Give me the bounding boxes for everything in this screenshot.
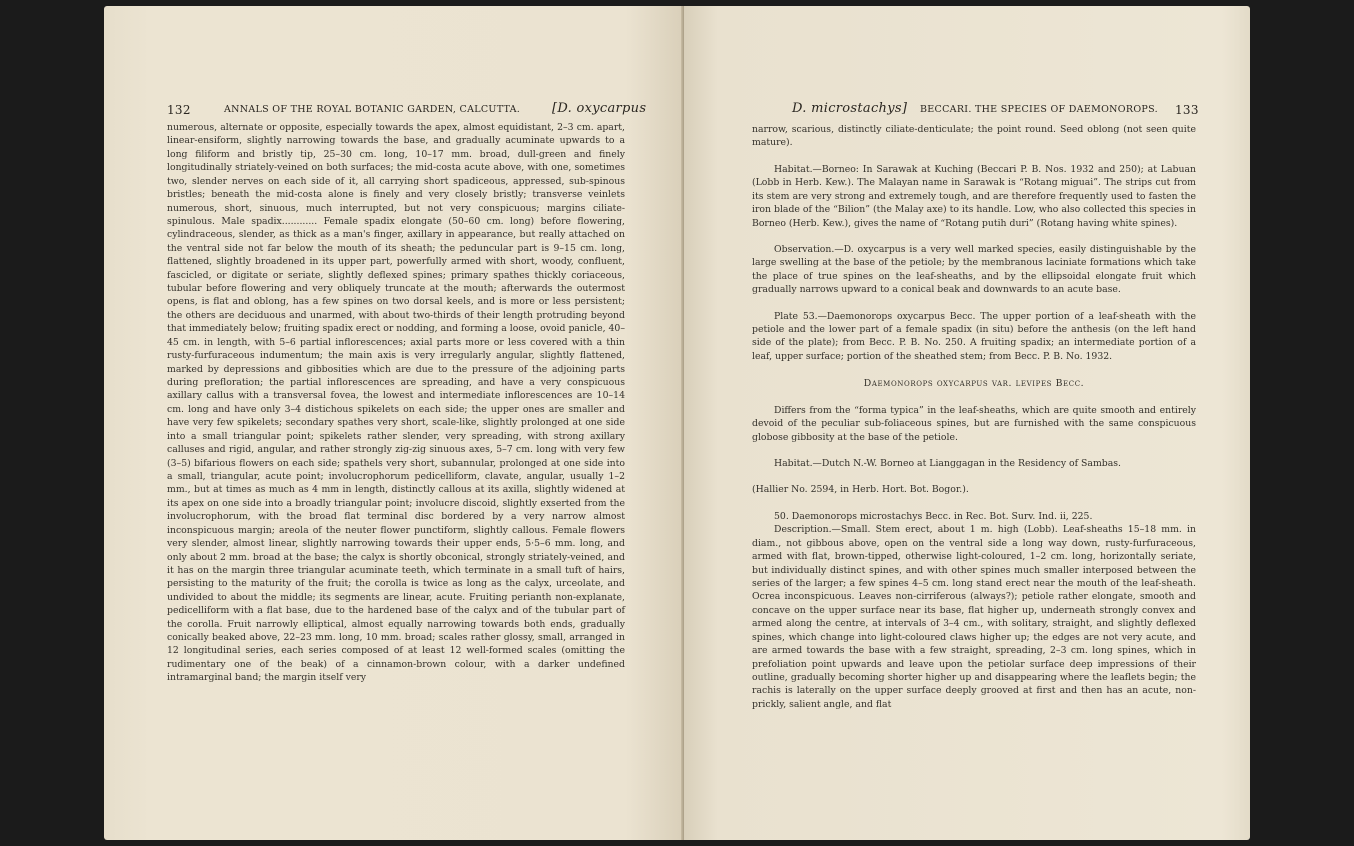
- right-running-head: BECCARI. THE SPECIES OF DAEMONOROPS.: [920, 104, 1158, 115]
- variety-heading: Daemonorops oxycarpus var. levipes Becc.: [863, 378, 1085, 390]
- species-heading: 50. Daemonorops microstachys Becc. in Rec. Bot. Surv. Ind. ii, 225.: [774, 510, 1093, 522]
- habitat-paragraph: Habitat.—Borneo: In Sarawak at Kuching (Beccari P. B. Nos. 1932 and 250); at Labuan (Lobb in Herb. Kew.). The Malayan name in Sarawak is “Rotang miguai”. The strips cut from its stem are very strong and extremely tough, and are therefore frequently used to fasten the iron blade of the “Bilion” (the Malay axe) to its handle. Low, who also collected this species in Borneo (Herb. Kew.), gives the name of “Rotang putih duri” (Rotang having white spines).: [752, 163, 1196, 229]
- paragraph: narrow, scarious, distinctly ciliate-denticulate; the point round. Seed oblong (not seen quite mature).: [752, 124, 1196, 149]
- left-running-head: ANNALS OF THE ROYAL BOTANIC GARDEN, CALCUTTA.: [224, 104, 521, 115]
- observation-paragraph: Observation.—D. oxycarpus is a very well marked species, easily distinguishable by the large swelling at the base of the petiole; by the membranous laciniate formations which take the place of true spines on the leaf-sheaths, and by the ellipsoidal elongate fruit which gradually narrows upward to a conical beak and downwards to an acute base.: [752, 243, 1196, 296]
- description-paragraph: Description.—Small. Stem erect, about 1 m. high (Lobb). Leaf-sheaths 15–18 mm. in diam., not gibbous above, open on the ventral side a long way down, rusty-furfuraceous, armed with flat, brown-tipped, otherwise light-coloured, 1–2 cm. long, horizontally seriate, but individually distinct spines, and with other spines much smaller interposed between the series of the larger; a few spines 4–5 cm. long stand erect near the mouth of the leaf-sheath. Ocrea inconspicuous. Leaves non-cirriferous (always?); petiole rather elongate, smooth and concave on the upper surface near its base, flat higher up, underneath strongly convex and armed along the centre, at intervals of 3–4 cm., with solitary, straight, and slightly deflexed spines, which change into light-coloured claws higher up; the edges are not very acute, and are armed towards the base with a few straight, spreading, 2–3 cm. long spines, which in prefoliation point upwards and leave upon the petiolar surface deep impressions of their outline, gradually becoming shorter higher up and disappearing where the leaflets begin; the rachis is laterally on the upper surface deeply grooved at first and then has an acute, non-prickly, salient angle, and flat: [752, 524, 1196, 710]
- right-body-text: [752, 123, 1196, 711]
- left-section-tag: [D. oxycarpus: [552, 101, 647, 116]
- right-page-number: 133: [1175, 103, 1199, 117]
- right-section-tag: D. microstachys]: [792, 101, 908, 116]
- left-body-text: [167, 121, 625, 685]
- right-page: [684, 6, 1250, 840]
- left-page-number: 132: [167, 103, 191, 117]
- plate-paragraph: Plate 53.—Daemonorops oxycarpus Becc. The upper portion of a leaf-sheath with the petiole and the lower part of a female spadix (in situ) before the anthesis (on the left hand side of the plate); from Becc. P. B. No. 250. A fruiting spadix; an intermediate portion of a leaf, upper surface; portion of the sheathed stem; from Becc. P. B. No. 1932.: [752, 310, 1196, 362]
- herbarium-reference: (Hallier No. 2594, in Herb. Hort. Bot. Bogor.).: [752, 484, 969, 496]
- left-page: [104, 6, 684, 840]
- paragraph: numerous, alternate or opposite, especially towards the apex, almost equidistant, 2–3 cm. apart, linear-ensiform, slightly narrowing towards the base, and gradually acuminate upwards to a long filiform and bristly tip, 25–30 cm. long, 10–17 mm. broad, dull-green and finely longitudinally striately-veined on both surfaces; the mid-costa acute above, with one, sometimes two, slender nerves on each side of it, all carrying short spadiceous, appressed, sub-spinous bristles; beneath the mid-costa alone is finely and very closely bristly; transverse veinlets numerous, short, sinuous, much interrupted, but not very conspicuous; margins ciliate-spinulous. Male spadix............ Female spadix elongate (50–60 cm. long) before flowering, cylindraceous, slender, as thick as a man's finger, axillary in appearance, but really attached on the ventral side not far below the mouth of its sheath; the peduncular part is 9–15 cm. long, flattened, slightly broadened in its upper part, powerfully armed with short, woody, confluent, fascicled, or digitate or seriate, slightly deflexed spines; primary spathes thickly coriaceous, tubular before flowering and very obliquely truncate at the mouth; afterwards the outermost opens, is flat and oblong, has a few spines on two dorsal keels, and is more or less persistent; the others are deciduous and unarmed, with about two-thirds of their length protruding beyond that immediately below; fruiting spadix erect or nodding, and forming a loose, ovoid panicle, 40–45 cm. in length, with 5–6 partial inflorescences; axial parts more or less covered with a thin rusty-furfuraceous indumentum; the main axis is very irregularly angular, slightly flattened, marked by depressions and gibbosities which are due to the pressure of the adjoining parts during prefloration; the partial inflorescences are spreading, and have a very conspicuous axillary callus with a transversal fovea, the lowest and intermediate inflorescences are 10–14 cm. long and have only 3–4 distichous spikelets on each side; the upper ones are smaller and have very few spikelets; secondary spathes very short, scale-like, slightly prolonged at one side into a small triangular point; spikelets rather slender, very spreading, with strong axillary calluses and rigid, angular, and rather strongly zig-zig sinuous axes, 5–7 cm. long with very few (3–5) bifarious flowers on each side; spathels very short, subannular, prolonged at one side into a small, triangular, acute point; involucrophorum pedicelliform, clavate, angular, usually 1–2 mm., but at times as much as 4 mm in length, distinctly callous at its axilla, slightly widened at its apex on one side into a broadly triangular point; involucre discoid, slightly exserted from the involucrophorum, with the broad flat terminal disc bordered by a very narrow almost inconspicuous margin; areola of the neuter flower punctiform, slightly callous. Female flowers very slender, almost linear, slightly narrowing towards their upper ends, 5·5–6 mm. long, and only about 2 mm. broad at the base; the calyx is shortly obconical, strongly striately-veined, and it has on the margin three triangular acuminate teeth, which terminate in a small tuft of hairs, persisting to the maturity of the fruit; the corolla is twice as long as the calyx, urceolate, and undivided to about the middle; its segments are linear, acute. Fruiting perianth non-explanate, pedicelliform with a flat base, due to the hardened base of the calyx and of the tubular part of the corolla. Fruit narrowly elliptical, almost equally narrowing towards both ends, gradually conically beaked above, 22–23 mm. long, 10 mm. broad; scales rather glossy, small, arranged in 12 longitudinal series, each series composed of at least 12 well-formed scales (omitting the rudimentary one of the beak) of a cinnamon-brown colour, with a darker undefined intramarginal band; the margin itself very: [167, 122, 625, 684]
- variety-description: Differs from the “forma typica” in the leaf-sheaths, which are quite smooth and entirely devoid of the peculiar sub-foliaceous spines, but are furnished with the same conspicuous globose gibbosity at the base of the petiole.: [752, 404, 1196, 443]
- variety-habitat: Habitat.—Dutch N.-W. Borneo at Lianggagan in the Residency of Sambas.: [774, 458, 1121, 470]
